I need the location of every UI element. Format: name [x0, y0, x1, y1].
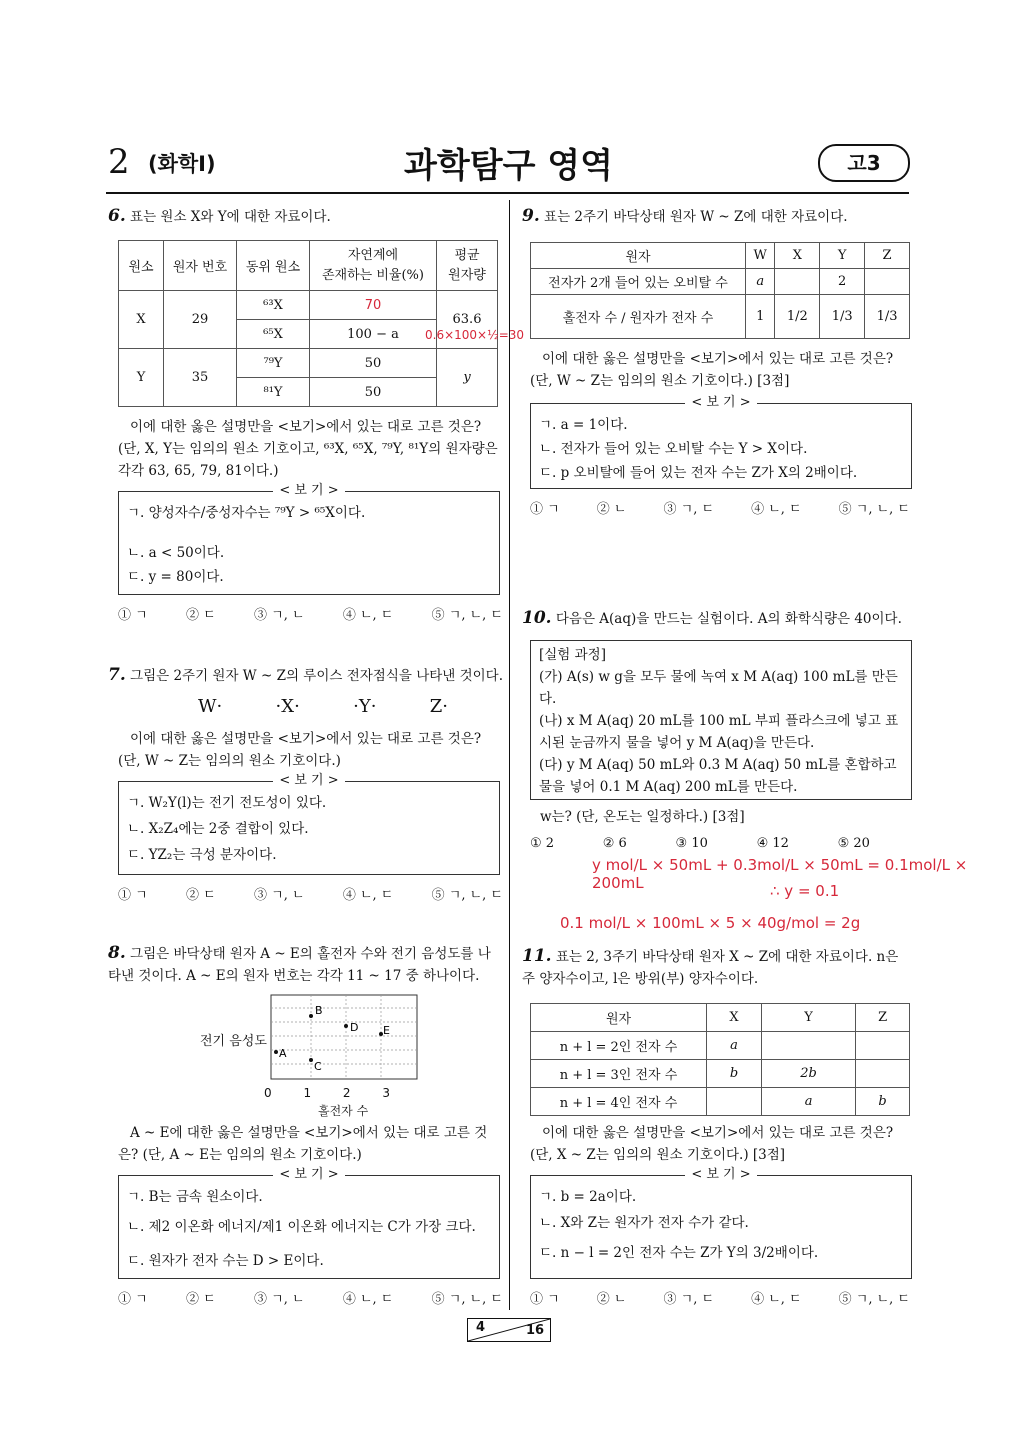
q6-th-avg: 평균 원자량 [437, 241, 498, 291]
q8-item-1: ㄱ. B는 금속 원소이다. [127, 1189, 263, 1205]
q6-y-p1: 50 [310, 349, 437, 378]
q6-ask: 이에 대한 옳은 설명만을 <보기>에서 있는 대로 고른 것은? (단, X, Y는 임의의 원소 기호이고, ⁶³X, ⁶⁵X, ⁷⁹Y, ⁸¹Y의 원자량은 각각 63, 65, 79, 81이다.) [118, 419, 498, 479]
q11-table: 원자 X Y Z n + l = 2인 전자 수 a n + l = 3인 전자 수 b 2b n + l = 4인 전자 수 a b [530, 1003, 910, 1116]
page-number-large: 2 [108, 142, 130, 182]
q10-choices [530, 836, 870, 851]
q11-choice-3[interactable]: ③ ㄱ, ㄷ [663, 1292, 715, 1307]
q10-choice-3[interactable]: ③ 10 [675, 836, 708, 851]
q6-bogi: < 보 기 > ㄱ. 양성자수/중성자수는 ⁷⁹Y > ⁶⁵X이다. ㄴ. a < 50이다. ㄷ. y = 80이다. [118, 491, 500, 595]
q6-stem: 6. 표는 원소 X와 Y에 대한 자료이다. [108, 206, 331, 226]
q8-choice-1[interactable]: ① ㄱ [118, 1292, 148, 1307]
q8-item-3: ㄷ. 원자가 전자 수는 D > E이다. [127, 1253, 324, 1269]
q6-choice-4[interactable]: ④ ㄴ, ㄷ [342, 608, 394, 623]
q10-handwritten-2: ∴ y = 0.1 [770, 882, 840, 900]
q10-choice-5[interactable]: ⑤ 20 [837, 836, 870, 851]
q6-x-el: X [119, 291, 164, 349]
q8-label-b: B [315, 1004, 323, 1017]
q10-handwritten-1: y mol/L × 50mL + 0.3mol/L × 50mL = 0.1mol/L × 200mL [592, 856, 968, 892]
q6-x-z: 29 [164, 291, 237, 349]
q6-y-el: Y [119, 349, 164, 407]
q11-choice-2[interactable]: ② ㄴ [596, 1292, 627, 1307]
column-divider [509, 200, 510, 1310]
q10-procedure [530, 640, 912, 800]
q6-table [118, 240, 498, 407]
q7-choices [118, 884, 503, 903]
q8-choices [118, 1288, 503, 1307]
q7-atom-y: ·Y· [353, 696, 377, 717]
q7-lewis [198, 696, 448, 717]
q8-point-c [309, 1058, 313, 1062]
page-indicator [467, 1318, 551, 1342]
q9-choice-4[interactable]: ④ ㄴ, ㄷ [751, 502, 802, 517]
page-current: 4 [476, 1320, 486, 1335]
q6-choice-1[interactable]: ① ㄱ [118, 608, 148, 623]
subject-label: (화학Ⅰ) [148, 152, 216, 176]
q7-item-2: ㄴ. X₂Z₄에는 2중 결합이 있다. [127, 821, 309, 837]
q9-table: 원자 W X Y Z 전자가 2개 들어 있는 오비탈 수 a 2 홀전자 수 / 원자가 전자 수 1 1/2 1/3 1/3 [530, 242, 910, 339]
q6-y-iso1: ⁷⁹Y [237, 349, 310, 378]
q8-label-d: D [350, 1021, 359, 1034]
q9-ask: 이에 대한 옳은 설명만을 <보기>에서 있는 대로 고른 것은? (단, W ~ Z는 임의의 원소 기호이다.) [3점] [530, 351, 894, 389]
q9-choice-2[interactable]: ② ㄴ [596, 502, 627, 517]
q9-item-2: ㄴ. 전자가 들어 있는 오비탈 수는 Y > X이다. [539, 441, 808, 457]
q9-stem: 9. 표는 2주기 바닥상태 원자 W ~ Z에 대한 자료이다. [522, 206, 848, 226]
q7-item-3: ㄷ. YZ₂는 극성 분자이다. [127, 847, 277, 863]
q10-choice-4[interactable]: ④ 12 [756, 836, 789, 851]
q8-choice-3[interactable]: ③ ㄱ, ㄴ [254, 1292, 305, 1307]
q8-choice-4[interactable]: ④ ㄴ, ㄷ [342, 1292, 394, 1307]
q6-item-3: ㄷ. y = 80이다. [127, 569, 224, 585]
q9-choice-5[interactable]: ⑤ ㄱ, ㄴ, ㄷ [838, 502, 910, 517]
q9-bogi: < 보 기 > ㄱ. a = 1이다. ㄴ. 전자가 들어 있는 오비탈 수는 Y > X이다. ㄷ. p 오비탈에 들어 있는 전자 수는 Z가 X의 2배이다. [530, 403, 912, 489]
q10-proc-title: [실험 과정] [539, 647, 606, 663]
q9-choice-3[interactable]: ③ ㄱ, ㄷ [663, 502, 715, 517]
q8-label-c: C [314, 1060, 322, 1073]
q10-choice-2[interactable]: ② 6 [602, 836, 627, 851]
q10-step-2: (나) x M A(aq) 20 mL를 100 mL 부피 플라스크에 넣고 표시된 눈금까지 물을 넣어 y M A(aq)을 만든다. [539, 713, 899, 751]
q7-choice-1[interactable]: ① ㄱ [118, 888, 148, 903]
page-total: 16 [526, 1323, 545, 1338]
q6-x-avg: 63.6 [437, 291, 498, 349]
q8-point-d [344, 1024, 348, 1028]
q11-bogi: < 보 기 > ㄱ. b = 2a이다. ㄴ. X와 Z는 원자가 전자 수가 같다. ㄷ. n − l = 2인 전자 수는 Z가 Y의 3/2배이다. [530, 1175, 912, 1279]
page-title: 과학탐구 영역 [404, 146, 613, 186]
q11-item-3: ㄷ. n − l = 2인 전자 수는 Z가 Y의 3/2배이다. [539, 1245, 819, 1261]
q8-label-a: A [279, 1047, 287, 1060]
q11-choice-1[interactable]: ① ㄱ [530, 1292, 560, 1307]
q7-atom-z: Z· [429, 696, 448, 717]
q7-choice-2[interactable]: ② ㄷ [186, 888, 216, 903]
q10-stem: 10. 다음은 A(aq)을 만드는 실험이다. A의 화학식량은 40이다. [522, 608, 902, 628]
q8-point-a [274, 1050, 278, 1054]
q7-choice-5[interactable]: ⑤ ㄱ, ㄴ, ㄷ [431, 888, 503, 903]
q6-item-2: ㄴ. a < 50이다. [127, 545, 225, 561]
q6-choice-3[interactable]: ③ ㄱ, ㄴ [254, 608, 305, 623]
q10-handwritten-3: 0.1 mol/L × 100mL × 5 × 40g/mol = 2g [560, 914, 861, 932]
q11-choice-4[interactable]: ④ ㄴ, ㄷ [751, 1292, 802, 1307]
header-rule [106, 192, 909, 194]
q6-x-iso1: ⁶³X [237, 291, 310, 320]
q7-choice-3[interactable]: ③ ㄱ, ㄴ [254, 888, 305, 903]
q8-xticks: 0 1 2 3 [264, 1086, 390, 1100]
q7-atom-x: ·X· [275, 696, 300, 717]
q8-point-b [309, 1014, 313, 1018]
q9-choices [530, 498, 910, 517]
q7-stem: 7. 그림은 2주기 원자 W ~ Z의 루이스 전자점식을 나타낸 것이다. [108, 665, 504, 685]
q11-item-1: ㄱ. b = 2a이다. [539, 1189, 637, 1205]
q8-choice-5[interactable]: ⑤ ㄱ, ㄴ, ㄷ [431, 1292, 503, 1307]
q6-x-iso2: ⁶⁵X [237, 320, 310, 349]
q7-atom-w: W· [198, 696, 223, 717]
q6-y-z: 35 [164, 349, 237, 407]
q8-bogi: < 보 기 > ㄱ. B는 금속 원소이다. ㄴ. 제2 이온화 에너지/제1 이온화 에너지는 C가 가장 크다. ㄷ. 원자가 전자 수는 D > E이다. [118, 1175, 500, 1279]
grade-badge: 고3 [818, 144, 910, 182]
q6-choice-2[interactable]: ② ㄷ [186, 608, 216, 623]
q6-annotation: 0.6×100×½=30 [425, 328, 525, 342]
q11-choices [530, 1288, 910, 1307]
q11-ask: 이에 대한 옳은 설명만을 <보기>에서 있는 대로 고른 것은? (단, X ~ Z는 임의의 원소 기호이다.) [3점] [530, 1125, 894, 1163]
q9-item-3: ㄷ. p 오비탈에 들어 있는 전자 수는 Z가 X의 2배이다. [539, 465, 858, 481]
q8-choice-2[interactable]: ② ㄷ [186, 1292, 216, 1307]
q8-ylabel: 전기 음성도 [200, 1034, 267, 1049]
q10-choice-1[interactable]: ① 2 [530, 836, 555, 851]
q6-th-element: 원소 [119, 241, 164, 291]
q11-stem: 11. 표는 2, 3주기 바닥상태 원자 X ~ Z에 대한 자료이다. n은 주 양자수이고, l은 방위(부) 양자수이다. [522, 946, 899, 987]
q8-xlabel: 홀전자 수 [318, 1104, 369, 1118]
q7-ask: 이에 대한 옳은 설명만을 <보기>에서 있는 대로 고른 것은? (단, W ~ Z는 임의의 원소 기호이다.) [118, 731, 482, 769]
q6-choice-5[interactable]: ⑤ ㄱ, ㄴ, ㄷ [431, 608, 503, 623]
q6-th-z: 원자 번호 [164, 241, 237, 291]
q9-item-1: ㄱ. a = 1이다. [539, 417, 628, 433]
q7-choice-4[interactable]: ④ ㄴ, ㄷ [342, 888, 394, 903]
q6-x-p1: 70 [310, 291, 437, 320]
q6-th-ratio: 자연계에 존재하는 비율(%) [310, 241, 437, 291]
q8-chart [270, 994, 420, 1084]
q11-item-2: ㄴ. X와 Z는 원자가 전자 수가 같다. [539, 1215, 749, 1231]
q6-choices [118, 604, 503, 623]
q8-label-e: E [383, 1024, 390, 1037]
q7-bogi: < 보 기 > ㄱ. W₂Y(l)는 전기 전도성이 있다. ㄴ. X₂Z₄에는 2중 결합이 있다. ㄷ. YZ₂는 극성 분자이다. [118, 781, 500, 875]
q10-step-3: (다) y M A(aq) 50 mL와 0.3 M A(aq) 50 mL를 혼합하고 물을 넣어 0.1 M A(aq) 200 mL를 만든다. [539, 757, 897, 795]
q10-step-1: (가) A(s) w g을 모두 물에 녹여 x M A(aq) 100 mL를 만든다. [539, 669, 898, 707]
q6-y-avg: y [437, 349, 498, 407]
q8-ask: A ~ E에 대한 옳은 설명만을 <보기>에서 있는 대로 고른 것은? (단, A ~ E는 임의의 원소 기호이다.) [118, 1125, 488, 1163]
q9-choice-1[interactable]: ① ㄱ [530, 502, 560, 517]
q7-item-1: ㄱ. W₂Y(l)는 전기 전도성이 있다. [127, 795, 327, 811]
q6-y-iso2: ⁸¹Y [237, 378, 310, 407]
q8-stem: 8. 그림은 바닥상태 원자 A ~ E의 홀전자 수와 전기 음성도를 나타낸 것이다. A ~ E의 원자 번호는 각각 11 ~ 17 중 하나이다. [108, 943, 491, 984]
q6-th-isotope: 동위 원소 [237, 241, 310, 291]
q11-choice-5[interactable]: ⑤ ㄱ, ㄴ, ㄷ [838, 1292, 910, 1307]
q6-x-p2: 100 − a [310, 320, 437, 349]
q8-item-2: ㄴ. 제2 이온화 에너지/제1 이온화 에너지는 C가 가장 크다. [127, 1219, 476, 1235]
q6-item-1: ㄱ. 양성자수/중성자수는 ⁷⁹Y > ⁶⁵X이다. [127, 505, 366, 521]
q10-ask: w는? (단, 온도는 일정하다.) [3점] [540, 809, 745, 825]
q6-y-p2: 50 [310, 378, 437, 407]
